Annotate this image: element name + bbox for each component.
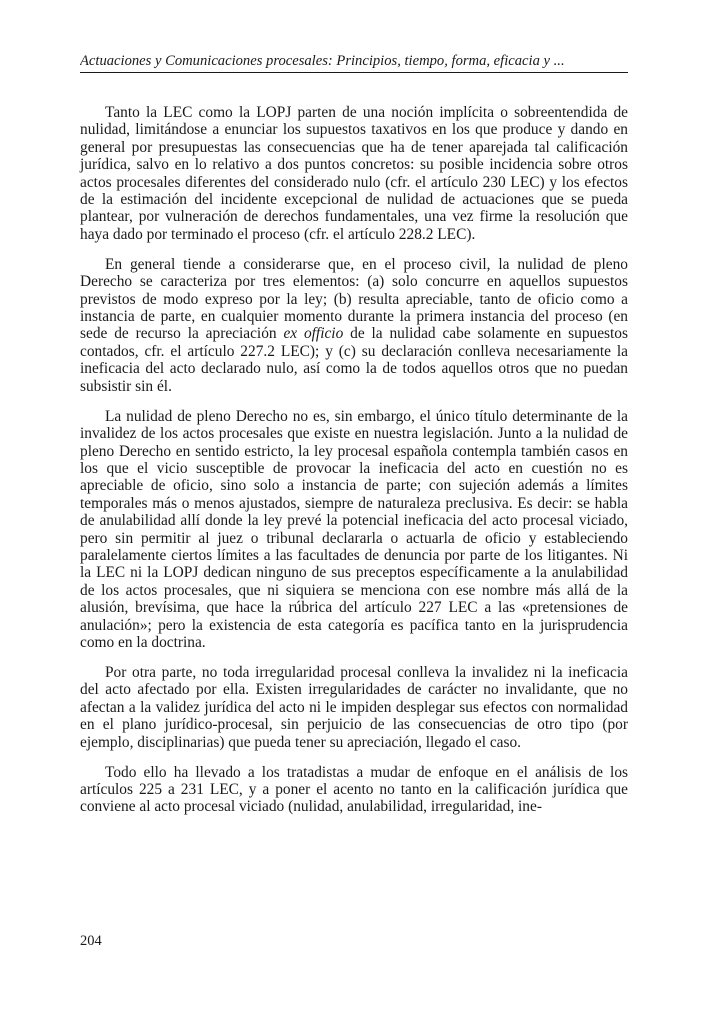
paragraph-2 xyxy=(80,256,628,395)
body-text xyxy=(80,104,628,828)
paragraph-2-text-after: de la nulidad cabe solamente en supuestos contados, cfr. el artículo 227.2 LEC); y (c) su declaración conlleva necesariamente la ineficacia del acto declarado nulo, así como la de todos aquellos otros que no puedan subsistir sin él. xyxy=(80,325,628,395)
paragraph-5: Todo ello ha llevado a los tratadistas a mudar de enfoque en el análisis de los artículos 225 a 231 LEC, y a poner el acento no tanto en la calificación jurídica que conviene al acto procesal viciado (nulidad, anulabilidad, irregularidad, ine- xyxy=(80,763,628,816)
paragraph-1: Tanto la LEC como la LOPJ parten de una noción implícita o sobreentendida de nulidad, limitándose a enunciar los supuestos taxativos en los que produce y dando en general por presupuestas las consecuencias que ha de tener aparejada tal calificación jurídica, salvo en lo relativo a dos puntos concretos: su posible incidencia sobre otros actos procesales diferentes del considerado nulo (cfr. el artículo 230 LEC) y los efectos de la estimación del incidente excepcional de nulidad de actuaciones que se pueda plantear, por vulneración de derechos fundamentales, una vez firme la resolución que haya dado por terminado el proceso (cfr. el artículo 228.2 LEC). xyxy=(80,104,628,243)
paragraph-2-italic-term: ex officio xyxy=(283,325,344,343)
page-number: 204 xyxy=(80,933,102,949)
paragraph-2-text-before: En general tiende a considerarse que, en el proceso civil, la nulidad de pleno Derecho se caracteriza por tres elementos: (a) solo concurre en aquellos supuestos previstos de modo expreso por la ley; (b) resulta apreciable, tanto de oficio como a instancia de parte, en cualquier momento durante la primera instancia del proceso (en sede de recurso la apreciación xyxy=(80,255,628,343)
paragraph-4: Por otra parte, no toda irregularidad procesal conlleva la invalidez ni la ineficacia del acto afectado por ella. Existen irregularidades de carácter no invalidante, que no afectan a la validez jurídica del acto ni le impiden desplegar sus efectos con normalidad en el plano jurídico-procesal, sin perjuicio de las consecuencias de otro tipo (por ejemplo, disciplinarias) que pueda tener su apreciación, llegado el caso. xyxy=(80,663,628,751)
paragraph-3: La nulidad de pleno Derecho no es, sin embargo, el único título determinante de la invalidez de los actos procesales que existe en nuestra legislación. Junto a la nulidad de pleno Derecho en sentido estricto, la ley procesal española contempla también casos en los que el vicio susceptible de provocar la ineficacia del acto en cuestión no es apreciable de oficio, sino solo a instancia de parte; con sujeción además a límites temporales más o menos ajustados, siempre de naturaleza preclusiva. Es decir: se habla de anulabilidad allí donde la ley prevé la potencial ineficacia del acto procesal viciado, pero sin permitir al juez o tribunal declararla o actuarla de oficio y estableciendo paralelamente ciertos límites a las facultades de denuncia por parte de los litigantes. Ni la LEC ni la LOPJ dedican ninguno de sus preceptos específicamente a la anulabilidad de los actos procesales, que ni siquiera se menciona con ese nombre más allá de la alusión, brevísima, que hace la rúbrica del artículo 227 LEC a las «pretensiones de anulación»; pero la existencia de esta categoría es pacífica tanto en la jurisprudencia como en la doctrina. xyxy=(80,407,628,651)
running-header: Actuaciones y Comunicaciones procesales: Principios, tiempo, forma, eficacia y ... xyxy=(80,50,628,73)
